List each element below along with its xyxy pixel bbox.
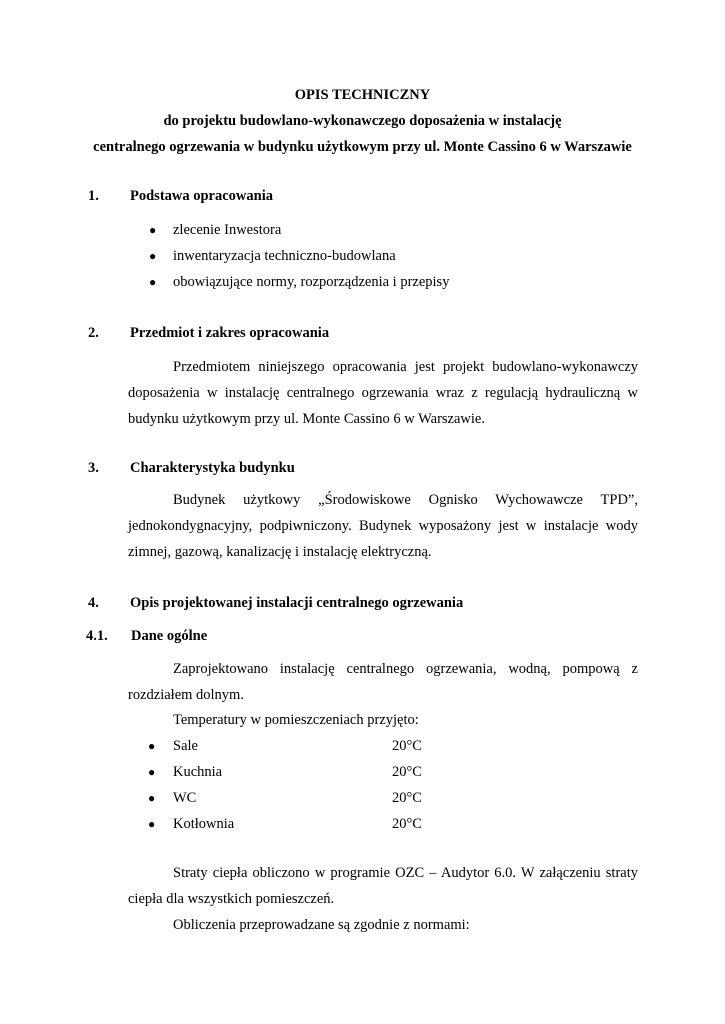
paragraph-line: rozdziałem dolnym. <box>128 687 244 703</box>
list-item-text: zlecenie Inwestora <box>173 222 282 238</box>
section-4-number: 4. <box>88 595 99 611</box>
paragraph-line: Zaprojektowano instalację centralnego ogrzewania, wodną, pompową z <box>173 661 638 677</box>
paragraph-line: Przedmiotem niniejszego opracowania jest projekt budowlano-wykonawczy <box>173 359 638 375</box>
norms-label: Obliczenia przeprowadzane są zgodnie z normami: <box>173 917 470 933</box>
bullet-icon: ● <box>148 739 156 753</box>
bullet-icon: ● <box>148 817 156 831</box>
paragraph-line: zimnej, gazową, kanalizację i instalację elektryczną. <box>128 544 432 560</box>
list-item-text: obowiązujące normy, rozporządzenia i przepisy <box>173 274 450 290</box>
list-item-text: inwentaryzacja techniczno-budowlana <box>173 248 396 264</box>
section-3-title: Charakterystyka budynku <box>130 460 295 476</box>
temperature-row <box>148 815 235 833</box>
section-1-title: Podstawa opracowania <box>130 188 273 204</box>
room-temperature: 20°C <box>392 790 422 806</box>
bullet-icon: ● <box>149 223 157 237</box>
temperature-row <box>148 789 197 807</box>
paragraph-line: doposażenia w instalację centralnego ogrzewania wraz z regulacją hydrauliczną w <box>128 385 638 401</box>
section-4-1-title: Dane ogólne <box>131 628 208 644</box>
room-name: Sale <box>173 738 198 754</box>
room-name: Kotłownia <box>173 816 235 832</box>
paragraph-line: Straty ciepła obliczono w programie OZC – Audytor 6.0. W załączeniu straty <box>173 865 638 881</box>
temperatures-label: Temperatury w pomieszczeniach przyjęto: <box>173 712 419 728</box>
temperature-row <box>148 763 223 781</box>
temperature-row <box>148 737 198 755</box>
section-1-number: 1. <box>88 188 99 204</box>
bullet-icon: ● <box>148 765 156 779</box>
room-temperature: 20°C <box>392 816 422 832</box>
room-name: WC <box>173 790 197 806</box>
section-2-title: Przedmiot i zakres opracowania <box>130 325 330 341</box>
bullet-icon: ● <box>149 249 157 263</box>
bullet-icon: ● <box>149 275 157 289</box>
room-temperature: 20°C <box>392 738 422 754</box>
doc-subtitle-line2: centralnego ogrzewania w budynku użytkowym przy ul. Monte Cassino 6 w Warszawie <box>93 139 632 155</box>
section-4-1-number: 4.1. <box>86 628 108 644</box>
room-name: Kuchnia <box>173 764 223 780</box>
bullet-icon: ● <box>148 791 156 805</box>
paragraph-line: budynku użytkowym przy ul. Monte Cassino 6 w Warszawie. <box>128 411 485 427</box>
section-2-number: 2. <box>88 325 99 341</box>
doc-subtitle-line1: do projektu budowlano-wykonawczego doposażenia w instalację <box>163 113 562 129</box>
room-temperature: 20°C <box>392 764 422 780</box>
doc-title: OPIS TECHNICZNY <box>294 87 431 103</box>
section-3-number: 3. <box>88 460 99 476</box>
section-4-title: Opis projektowanej instalacji centralnego ogrzewania <box>130 595 464 611</box>
paragraph-line: Budynek użytkowy „Środowiskowe Ognisko Wychowawcze TPD”, <box>173 492 638 508</box>
paragraph-line: jednokondygnacyjny, podpiwniczony. Budynek wyposażony jest w instalacje wody <box>128 518 638 534</box>
paragraph-line: ciepła dla wszystkich pomieszczeń. <box>128 891 335 907</box>
